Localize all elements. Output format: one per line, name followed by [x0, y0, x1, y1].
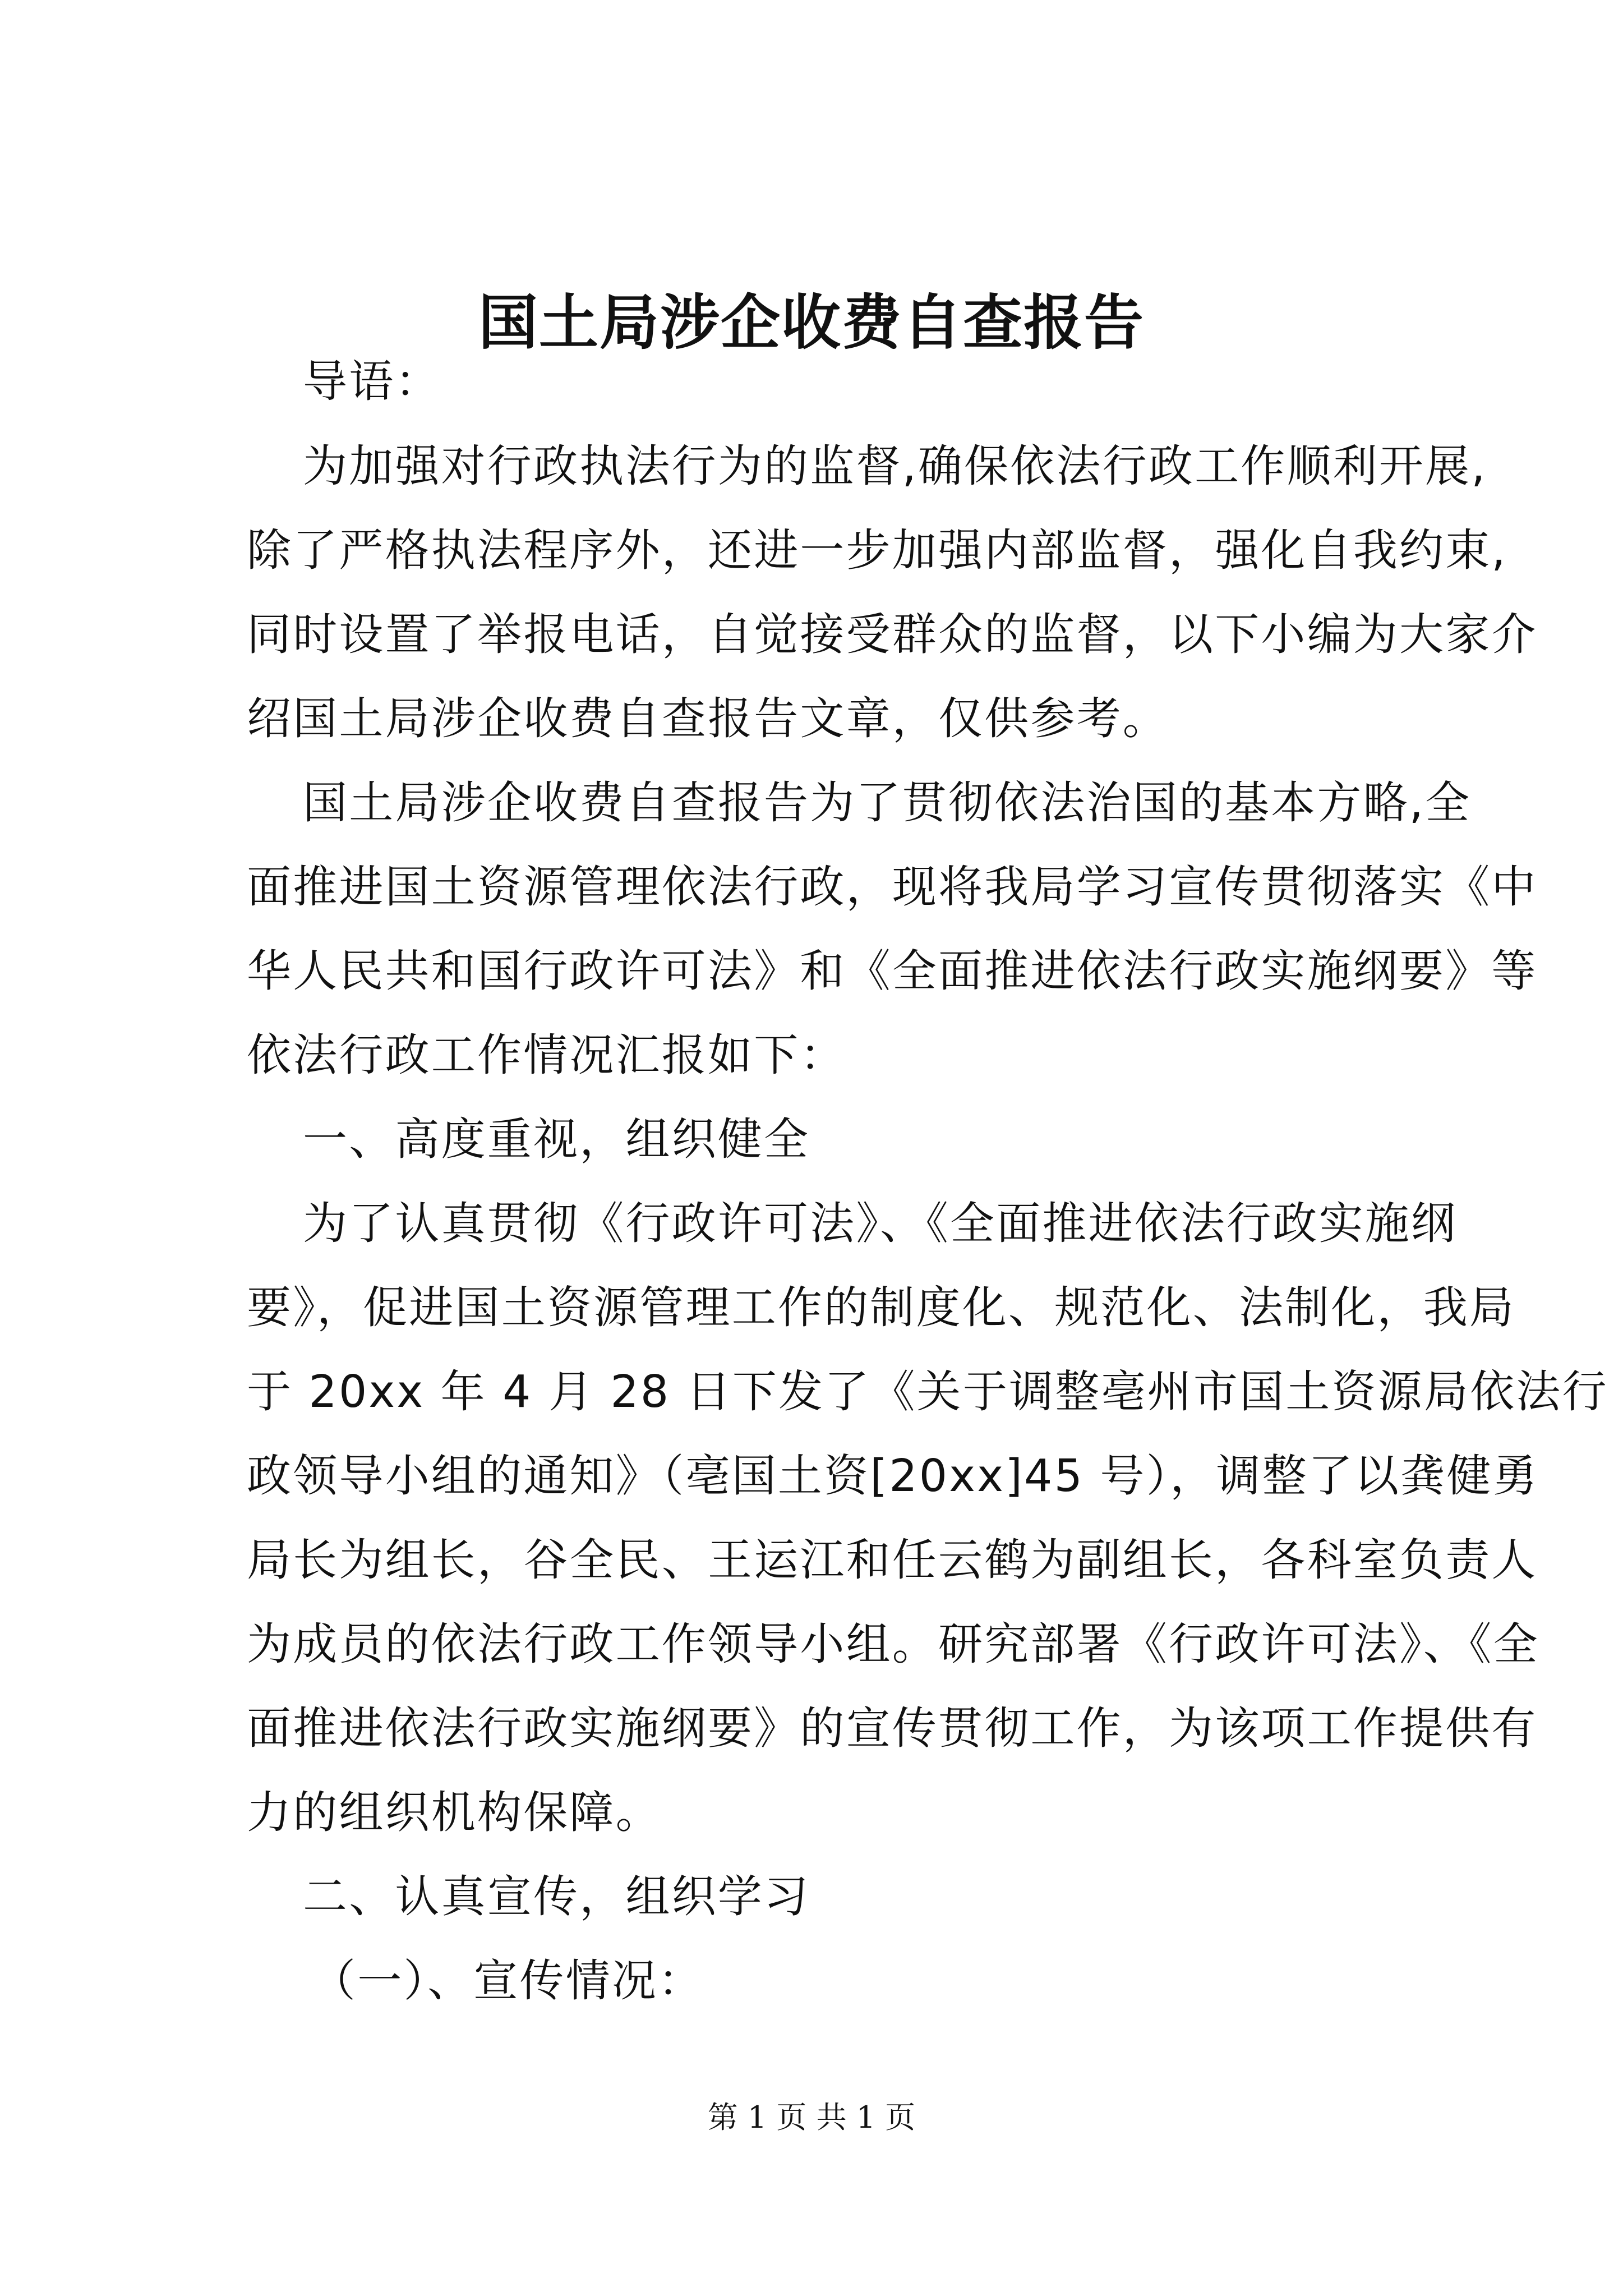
section-heading: 二、认真宣传，组织学习 — [303, 1871, 810, 1922]
paragraph-line: 国土局涉企收费自查报告为了贯彻依法治国的基本方略,全 — [303, 777, 1472, 829]
paragraph-line: 局长为组长，谷全民、王运江和任云鹤为副组长，各科室负责人 — [247, 1534, 1538, 1586]
page-footer: 第 1 页 共 1 页 — [707, 2100, 916, 2135]
paragraph-line: 要》，促进国土资源管理工作的制度化、规范化、法制化，我局 — [247, 1282, 1516, 1333]
paragraph-line: 为加强对行政执法行为的监督,确保依法行政工作顺利开展, — [303, 440, 1487, 492]
paragraph-line: 绍国土局涉企收费自查报告文章，仅供参考。 — [247, 693, 1169, 744]
paragraph-line: 为了认真贯彻《行政许可法》、《全面推进依法行政实施纲 — [303, 1198, 1458, 1249]
paragraph-line: 依法行政工作情况汇报如下： — [247, 1029, 846, 1081]
paragraph-line: 华人民共和国行政许可法》和《全面推进依法行政实施纲要》等 — [247, 945, 1538, 997]
paragraph-line: 为成员的依法行政工作领导小组。研究部署《行政许可法》、《全 — [247, 1618, 1539, 1670]
paragraph-line: 面推进国土资源管理依法行政，现将我局学习宣传贯彻落实《中 — [247, 861, 1538, 913]
intro-label: 导语： — [303, 356, 441, 407]
subsection-heading: （一）、宣传情况： — [311, 1955, 704, 2007]
paragraph-line: 同时设置了举报电话，自觉接受群众的监督，以下小编为大家介 — [247, 609, 1538, 660]
paragraph-line: 面推进依法行政实施纲要》的宣传贯彻工作，为该项工作提供有 — [247, 1703, 1538, 1754]
section-heading: 一、高度重视，组织健全 — [303, 1114, 810, 1165]
paragraph-line: 力的组织机构保障。 — [247, 1787, 662, 1838]
paragraph-line: 除了严格执法程序外，还进一步加强内部监督，强化自我约束, — [247, 524, 1507, 576]
paragraph-line: 于 20xx 年 4 月 28 日下发了《关于调整亳州市国土资源局依法行 — [247, 1366, 1608, 1418]
paragraph-line: 政领导小组的通知》（亳国土资[20xx]45 号），调整了以龚健勇 — [247, 1450, 1539, 1502]
document-title: 国土局涉企收费自查报告 — [478, 287, 1145, 357]
